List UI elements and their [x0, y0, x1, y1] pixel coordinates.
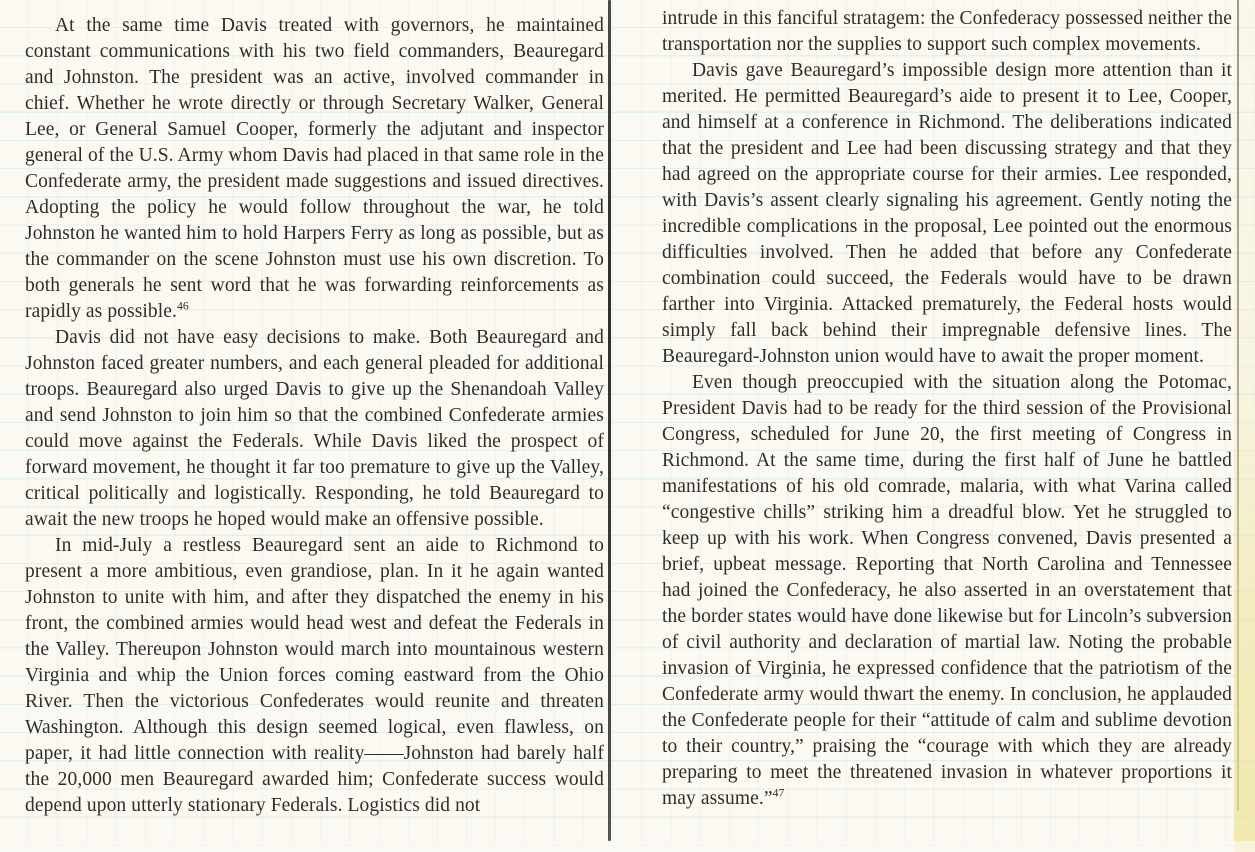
right-page-edge-rule	[1237, 0, 1239, 810]
paragraph: In mid-July a restless Beauregard sent an aide to Richmond to present a more ambitious, even grandiose, plan. In it he again wanted Johnston to unite with him, and after they dispatched the enemy in his front, the combined armies would head west and defeat the Federals in the Valley. Thereupon Johnston would march into mountainous western Virginia and whip the Union forces coming eastward from the Ohio River. Then the victorious Confederates would reunite and threaten Washington. Although this design seemed logical, even flawless, on paper, it had little connection with reality——Johnston had barely half the 20,000 men Beauregard awarded him; Confederate success would depend upon utterly stationary Federals. Logistics did not	[25, 535, 604, 816]
paragraph: Even though preoccupied with the situation along the Potomac, President Davis had to be ready for the third session of the Provisional Congress, scheduled for June 20, the first meeting of Congress in Richmond. At the same time, during the first half of June he battled manifestations of his old comrade, malaria, with what Varina called “congestive chills” striking him a dreadful blow. Yet he struggled to keep up with his work. When Congress convened, Davis presented a brief, upbeat message. Reporting that North Carolina and Tennessee had joined the Confederacy, he also asserted in an overstatement that the border states would have done likewise but for Lincoln’s subversion of civil authority and declaration of martial law. Noting the probable invasion of Virginia, he expressed confidence that the patriotism of the Confederate army would thwart the enemy. In conclusion, he applauded the Confederate people for their “attitude of calm and sublime devotion to their country,” praising the “courage with which they are already preparing to meet the threatened invasion in whatever proportions it may assume.”$^{47}$	[662, 372, 1232, 809]
footnote-reference: 47	[772, 786, 785, 800]
paragraph: Davis gave Beauregard’s impossible design more attention than it merited. He permitted Beauregard’s aide to present it to Lee, Cooper, and himself at a conference in Richmond. The deliberations indicated that the president and Lee had been discussing strategy and that they had agreed on the appropriate course for their armies. Lee responded, with Davis’s assent clearly signaling his agreement. Gently noting the incredible complications in the proposal, Lee pointed out the enormous difficulties involved. Then he added that before any Confederate combination could succeed, the Federals would have to be drawn farther into Virginia. Attacked prematurely, the Federal hosts would simply fall back behind their impregnable defensive lines. The Beauregard-Johnston union would have to await the proper moment.	[662, 60, 1232, 367]
left-text-column	[25, 13, 604, 845]
footnote-reference: 46	[177, 299, 189, 313]
paragraph: At the same time Davis treated with governors, he maintained constant communications with his two field commanders, Beauregard and Johnston. The president was an active, involved commander in chief. Whether he wrote directly or through Secretary Walker, General Lee, or General Samuel Cooper, formerly the adjutant and inspector general of the U.S. Army whom Davis had placed in that same role in the Confederate army, the president made suggestions and issued directives. Adopting the policy he would follow throughout the war, he told Johnston he wanted him to hold Harpers Ferry as long as possible, but as the commander on the scene Johnston must use his own discretion. To both generals he sent word that he was forwarding reinforcements as rapidly as possible.$^{46}$	[25, 15, 604, 322]
paragraph: intrude in this fanciful stratagem: the Confederacy possessed neither the transportation nor the supplies to support such complex movements.	[662, 8, 1232, 55]
column-divider-rule	[608, 0, 611, 841]
paragraph: Davis did not have easy decisions to make. Both Beauregard and Johnston faced greater numbers, and each general pleaded for additional troops. Beauregard also urged Davis to give up the Shenandoah Valley and send Johnston to join him so that the combined Confederate armies could move against the Federals. While Davis liked the prospect of forward movement, he thought it far too premature to give up the Valley, critical politically and logistically. Responding, he told Beauregard to await the new troops he hoped would make an offensive possible.	[25, 327, 604, 530]
right-text-column	[662, 6, 1232, 846]
